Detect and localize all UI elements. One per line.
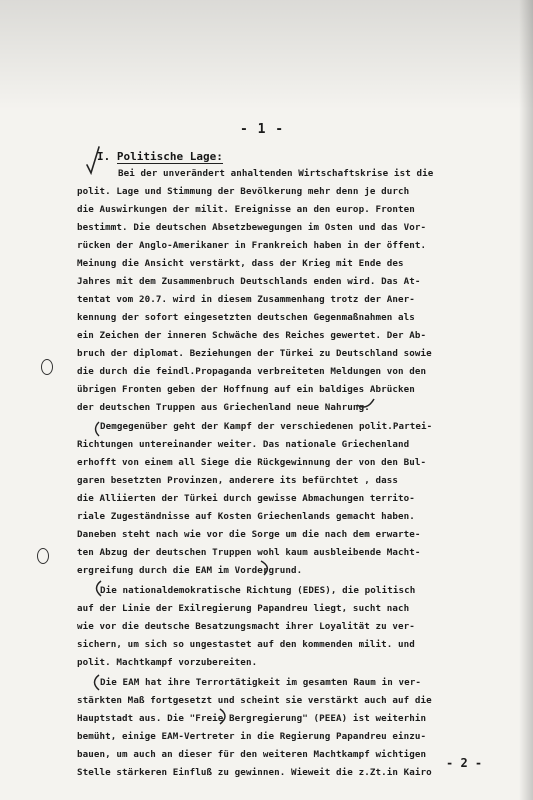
text-line: übrigen Fronten geben der Hoffnung auf ein baldiges Abrücken bbox=[77, 384, 415, 395]
text-line: Meinung die Ansicht verstärkt, dass der Krieg mit Ende des bbox=[77, 258, 404, 269]
text-line: die Alliierten der Türkei durch gewisse Abmachungen territo- bbox=[77, 493, 415, 504]
text-line: kennung der sofort eingesetzten deutschen Gegenmaßnahmen als bbox=[77, 312, 415, 323]
text-line: bestimmt. Die deutschen Absetzbewegungen im Osten und das Vor- bbox=[77, 222, 427, 233]
text-line: ergreifung durch die EAM im Vordergrund. bbox=[77, 565, 303, 576]
text-line: die Auswirkungen der milit. Ereignisse an den europ. Fronten bbox=[77, 204, 415, 215]
text-line: ten Abzug der deutschen Truppen wohl kaum ausbleibende Macht- bbox=[77, 547, 421, 558]
text-line: erhofft von einem all Siege die Rückgewinnung der von den Bul- bbox=[77, 457, 427, 468]
text-line: die durch die feindl.Propaganda verbreiteten Meldungen von den bbox=[77, 366, 427, 377]
text-line: Demgegenüber geht der Kampf der verschiedenen polit.Partei- bbox=[100, 421, 433, 432]
text-line: Stelle stärkeren Einfluß zu gewinnen. Wieweit die z.Zt.in Kairo bbox=[77, 767, 432, 778]
text-line: polit. Machtkampf vorzubereiten. bbox=[77, 657, 258, 668]
text-line: ein Zeichen der inneren Schwäche des Reiches gewertet. Der Ab- bbox=[77, 330, 427, 341]
text-line: Richtungen untereinander weiter. Das nationale Griechenland bbox=[77, 439, 410, 450]
text-line: wie vor die deutsche Besatzungsmacht ihrer Loyalität zu ver- bbox=[77, 621, 415, 632]
text-line: Die EAM hat ihre Terrortätigkeit im gesamten Raum in ver- bbox=[100, 677, 421, 688]
text-line: der deutschen Truppen aus Griechenland neue Nahrung. bbox=[77, 402, 370, 413]
text-line: Hauptstadt aus. Die "Freie Bergregierung" (PEEA) ist weiterhin bbox=[77, 713, 427, 724]
text-line: bauen, um auch an dieser für den weiteren Machtkampf wichtigen bbox=[77, 749, 427, 760]
page-edge-shadow bbox=[519, 0, 533, 800]
punch-hole-upper bbox=[41, 359, 53, 375]
text-line: bruch der diplomat. Beziehungen der Türkei zu Deutschland sowie bbox=[77, 348, 432, 359]
text-line: tentat vom 20.7. wird in diesem Zusammenhang trotz der Aner- bbox=[77, 294, 415, 305]
text-line: Bei der unverändert anhaltenden Wirtschaftskrise ist die bbox=[118, 168, 434, 179]
text-line: sichern, um sich so ungestastet auf den kommenden milit. und bbox=[77, 639, 415, 650]
text-line: polit. Lage und Stimmung der Bevölkerung mehr denn je durch bbox=[77, 186, 410, 197]
scan-shadow bbox=[0, 0, 533, 110]
text-line: garen besetzten Provinzen, anderere its befürchtet , dass bbox=[77, 475, 398, 486]
text-line: Jahres mit dem Zusammenbruch Deutschlands enden wird. Das At- bbox=[77, 276, 421, 287]
page-number-bottom: - 2 - bbox=[446, 756, 483, 770]
heading-number: I. bbox=[97, 150, 111, 163]
text-line: riale Zugeständnisse auf Kosten Griechenlands gemacht haben. bbox=[77, 511, 415, 522]
text-line: Daneben steht nach wie vor die Sorge um die nach dem erwarte- bbox=[77, 529, 421, 540]
text-line: stärkten Maß fortgesetzt und scheint sie verstärkt auch auf die bbox=[77, 695, 432, 706]
text-line: auf der Linie der Exilregierung Papandreu liegt, sucht nach bbox=[77, 603, 410, 614]
heading-title: Politische Lage: bbox=[116, 150, 223, 163]
section-heading bbox=[97, 150, 223, 163]
page-number-top: - 1 - bbox=[240, 122, 285, 137]
punch-hole-lower bbox=[37, 548, 49, 564]
text-line: bemüht, einige EAM-Vertreter in die Regierung Papandreu einzu- bbox=[77, 731, 427, 742]
text-line: Die nationaldemokratische Richtung (EDES), die politisch bbox=[100, 585, 416, 596]
text-line: rücken der Anglo-Amerikaner in Frankreich haben in der öffent. bbox=[77, 240, 427, 251]
